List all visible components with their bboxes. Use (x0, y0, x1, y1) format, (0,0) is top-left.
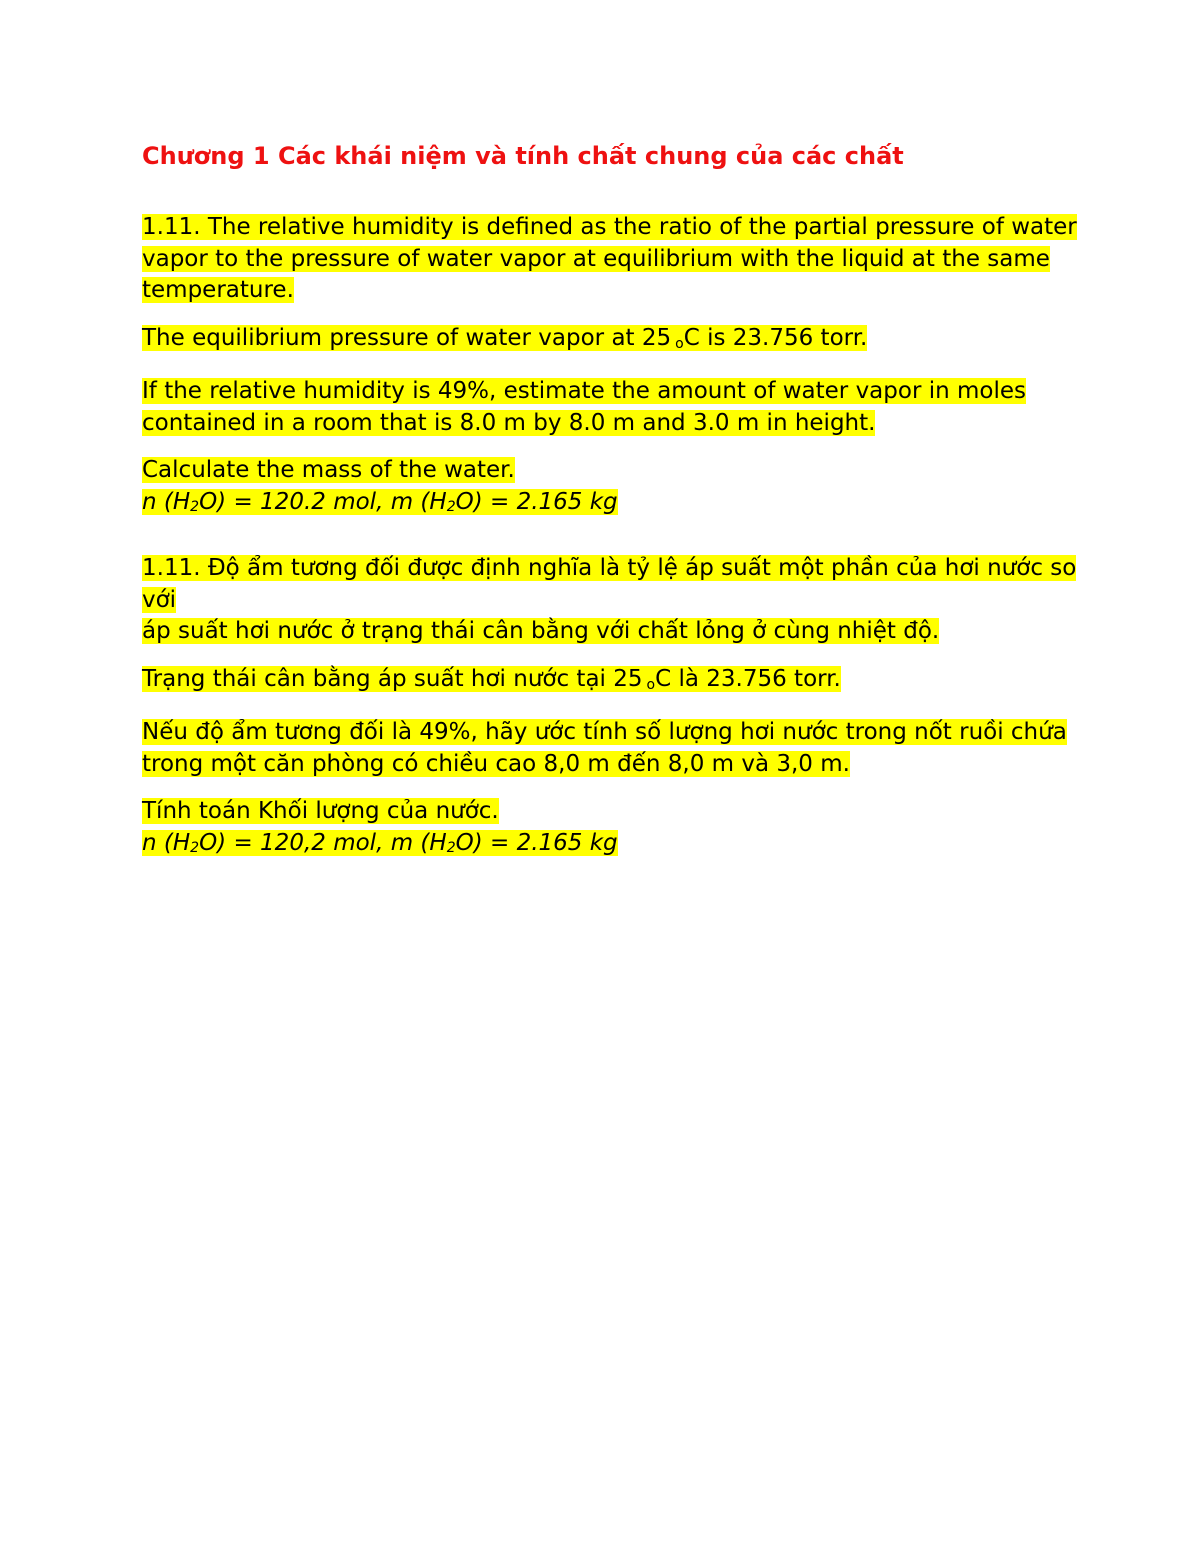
english-calculate-paragraph (142, 455, 1082, 523)
vietnamese-question-paragraph (142, 717, 1082, 780)
vietnamese-answer: n (H2O) = 120,2 mol, m (H2O) = 2.165 kg (142, 829, 618, 856)
english-answer: n (H2O) = 120.2 mol, m (H2O) = 2.165 kg (142, 488, 618, 515)
english-question-paragraph (142, 376, 1082, 439)
vietnamese-equilibrium-paragraph (142, 664, 1082, 702)
document-page (142, 138, 1082, 864)
english-calculate-text: Calculate the mass of the water. (142, 457, 515, 483)
vietnamese-calculate-text: Tính toán Khối lượng của nước. (142, 798, 499, 824)
vietnamese-equilibrium-text-start: Trạng thái cân bằng áp suất hơi nước tại 25 (142, 665, 643, 692)
vietnamese-definition-paragraph (142, 553, 1082, 648)
english-equilibrium-text-end: C is 23.756 torr. (683, 324, 868, 351)
degree-mark: o (646, 676, 656, 693)
vietnamese-definition-line2: áp suất hơi nước ở trạng thái cân bằng với chất lỏng ở cùng nhiệt độ. (142, 618, 940, 644)
section-spacer (142, 523, 1082, 553)
english-question-text: If the relative humidity is 49%, estimate the amount of water vapor in moles contained in a room that is 8.0 m by 8.0 m and 3.0 m in height. (142, 378, 1026, 436)
english-definition-paragraph (142, 212, 1082, 307)
vietnamese-calculate-paragraph (142, 796, 1082, 864)
english-definition-text: 1.11. The relative humidity is defined as the ratio of the partial pressure of water vapor to the pressure of water vapor at equilibrium with the liquid at the same temperature. (142, 214, 1077, 303)
vietnamese-equilibrium-text-end: C là 23.756 torr. (655, 665, 841, 692)
chapter-title: Chương 1 Các khái niệm và tính chất chung của các chất (142, 142, 904, 170)
vietnamese-definition-line1: 1.11. Độ ẩm tương đối được định nghĩa là tỷ lệ áp suất một phần của hơi nước so với (142, 555, 1077, 613)
english-equilibrium-paragraph (142, 323, 1082, 361)
degree-mark: o (675, 335, 684, 352)
english-equilibrium-text-start: The equilibrium pressure of water vapor at 25 (142, 324, 672, 351)
vietnamese-question-text: Nếu độ ẩm tương đối là 49%, hãy ước tính số lượng hơi nước trong nốt ruồi chứa trong một căn phòng có chiều cao 8,0 m đến 8,0 m và 3,0 m. (142, 719, 1067, 777)
